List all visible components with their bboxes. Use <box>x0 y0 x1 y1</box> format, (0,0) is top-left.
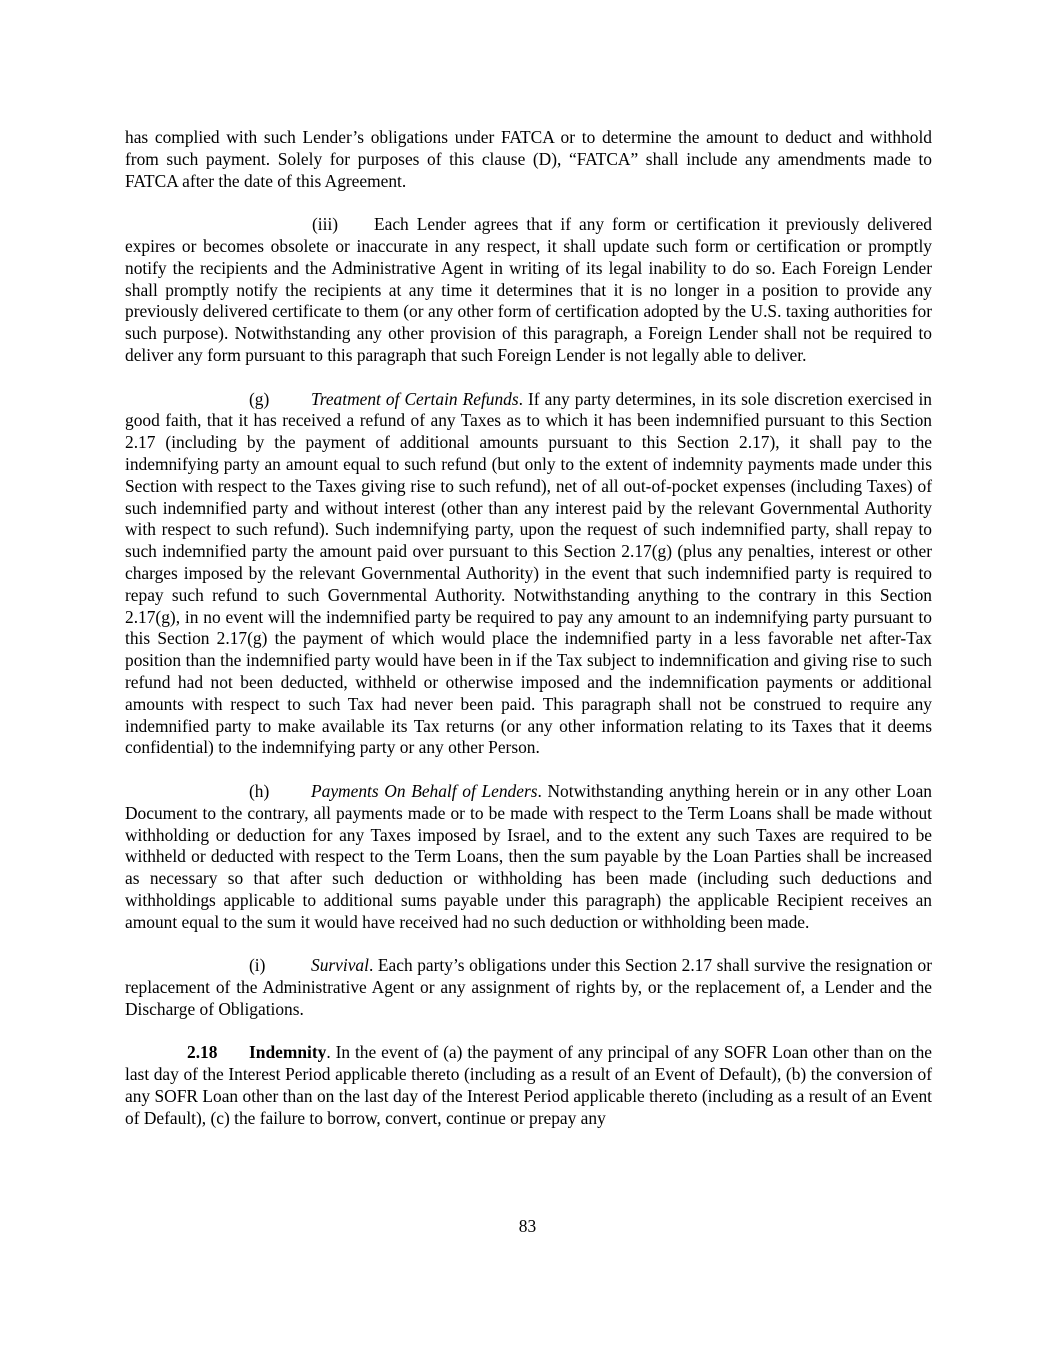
clause-label: (i) <box>249 955 266 976</box>
clause-label: (g) <box>249 388 270 409</box>
clause-title: Survival <box>311 955 369 976</box>
section-heading: Indemnity <box>249 1042 327 1063</box>
page-number: 83 <box>518 1216 537 1236</box>
section-number: 2.18 <box>187 1042 218 1063</box>
paragraph-text: . Notwithstanding anything herein or in any other Loan Document to the contrary, all payments made or to be made with respect to the Term Loans shall be made without withholding or deduction for any Taxes imposed by Israel, and to the extent any such Taxes are required to be withheld or deducted with respect to the Term Loans, then the sum payable by the Loan Parties shall be increased as necessary so that after such deduction or withholding has been made (including such deductions and withholdings applicable to additional sums payable under this paragraph) the applicable Recipient receives an amount equal to the sum it would have received had no such deduction or withholding been made. <box>125 780 932 932</box>
paragraph-continuation <box>125 127 932 192</box>
document-page <box>125 127 932 1151</box>
clause-label: (iii) <box>312 214 339 235</box>
paragraph-text: has complied with such Lender’s obligations under FATCA or to determine the amount to deduct and withhold from such payment. Solely for purposes of this clause (D), “FATCA” shall include any amendments made to FATCA after the date of this Agreement. <box>125 127 932 191</box>
paragraph-text: Each Lender agrees that if any form or certification it previously delivered expires or becomes obsolete or inaccurate in any respect, it shall update such form or certification or promptly notify the recipients and the Administrative Agent in writing of its legal inability to do so. Each Foreign Lender shall promptly notify the recipients at any time it determines that it is no longer in a position to provide any previously delivered certificate to them (or any other form of certification adopted by the U.S. taxing authorities for such purpose). Notwithstanding any other provision of this paragraph, a Foreign Lender shall not be required to deliver any form pursuant to this paragraph that such Foreign Lender is not legally able to deliver. <box>125 214 932 365</box>
paragraph-text: . If any party determines, in its sole discretion exercised in good faith, that it has received a refund of any Taxes as to which it has been indemnified pursuant to this Section 2.17 (including by the payment of additional amounts pursuant to this Section 2.17), it shall pay to the indemnifying party an amount equal to such refund (but only to the extent of indemnity payments made under this Section with respect to the Taxes giving rise to such refund), net of all out-of-pocket expenses (including Taxes) of such indemnified party and without interest (other than any interest paid by the relevant Governmental Authority with respect to such refund). Such indemnifying party, upon the request of such indemnified party, shall repay to such indemnified party the amount paid over pursuant to this Section 2.17(g) (plus any penalties, interest or other charges imposed by the relevant Governmental Authority) in the event that such indemnified party is required to repay such refund to such Governmental Authority. Notwithstanding anything to the contrary in this Section 2.17(g), in no event will the indemnified party be required to pay any amount to an indemnifying party pursuant to this Section 2.17(g) the payment of which would place the indemnified party in a less favorable net after-Tax position than the indemnified party would have been in if the Tax subject to indemnification and giving rise to such refund had not been deducted, withheld or otherwise imposed and the indemnification payments or additional amounts with respect to such Tax had never been paid. This paragraph shall not be construed to require any indemnified party to make available its Tax returns (or any other information relating to its Taxes that it deems confidential) to the indemnifying party or any other Person. <box>125 388 932 758</box>
section-2-18 <box>125 1042 932 1129</box>
paragraph-g <box>125 389 932 760</box>
paragraph-text: . Each party’s obligations under this Section 2.17 shall survive the resignation or replacement of the Administrative Agent or any assignment of rights by, or the replacement of, a Lender and the Discharge of Obligations. <box>125 955 932 1019</box>
clause-title: Payments On Behalf of Lenders <box>311 780 538 801</box>
clause-label: (h) <box>249 780 270 801</box>
paragraph-i <box>125 955 932 1020</box>
paragraph-text: . In the event of (a) the payment of any principal of any SOFR Loan other than on the last day of the Interest Period applicable thereto (including as a result of an Event of Default), (b) the conversion of any SOFR Loan other than on the last day of the Interest Period applicable thereto (including as a result of an Event of Default), (c) the failure to borrow, convert, continue or prepay any <box>125 1042 932 1128</box>
paragraph-iii <box>125 214 932 367</box>
paragraph-h <box>125 781 932 934</box>
clause-title: Treatment of Certain Refunds <box>311 388 519 409</box>
